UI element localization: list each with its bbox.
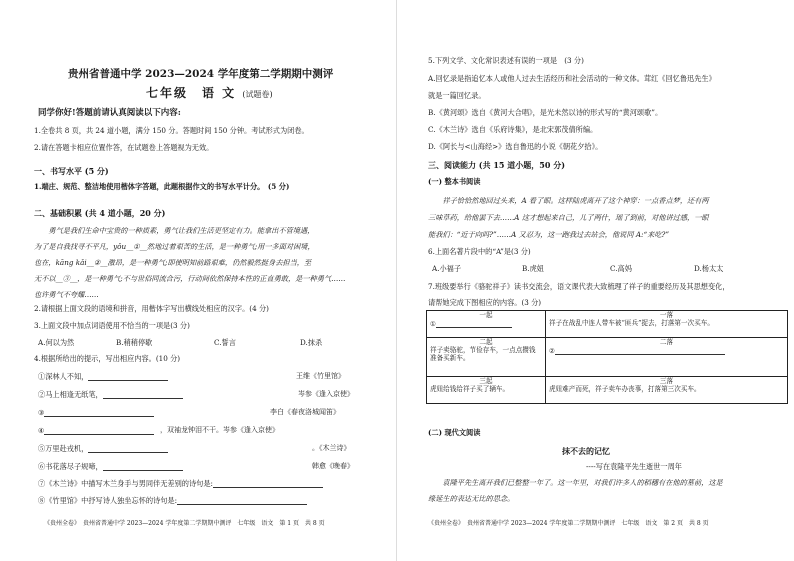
table-row: [427, 311, 788, 338]
essay-line-1: 袁隆平先生离开我们已整整一年了。这一年里，对我们许多人的稻穗有在他的墓前，这是: [428, 478, 723, 487]
q4-item-3: [38, 408, 154, 417]
answer-blank: [88, 372, 168, 381]
q4-item-8-text: ⑧《竹里馆》中抒写诗人独坐忘怀的诗句是:: [38, 496, 177, 505]
excerpt-line-3: 能我们：“近于向吗?”……A 又忍为，这一跑我过去站会，他说同 A:“来吃?”: [428, 230, 670, 239]
q4-item-6-text: ⑥书花落尽子规啼，: [38, 462, 103, 471]
question-4: 4.根据所给出的提示，写出相应内容。(10 分): [34, 354, 181, 363]
q4-item-5-text: ⑤万里赴戎机，: [38, 444, 89, 453]
subsection-1-heading: (一) 整本书阅读: [428, 177, 481, 186]
q4-item-4-text: ④: [38, 426, 45, 435]
exam-title: 贵州省普通中学 2023—2024 学年度第二学期期中测评: [68, 68, 334, 80]
passage-line-3: 也在，kāng kǎi__②__激昂，是一种勇气;即使明知前路艰难，仍然毅然挺身去担当，至: [34, 258, 312, 267]
cell-body: 虎妞给钱给祥子买了辆车。: [430, 385, 510, 394]
table-cell: [546, 377, 788, 404]
q3-option-d: D.抹杀: [300, 338, 323, 347]
question-7-line-1: 7.班级要举行《骆驼祥子》读书交流会，语文课代表大致梳理了祥子的重要经历及其思想变化，: [428, 282, 730, 291]
q6-option-d: D.杨太太: [694, 264, 724, 273]
left-page: [0, 0, 396, 561]
q4-item-2-source: 岑参《逢入京使》: [298, 390, 354, 398]
cell-heading: 二起: [479, 338, 493, 346]
passage-line-4: 无不以__③__，是一种勇气;不与世俗同流合污，行动间依然保持本性的正直勇敢，是一种勇气……: [34, 274, 346, 283]
question-6: 6.上面名著片段中的“A”是(3 分): [428, 247, 531, 256]
q5-option-a-cont: 就是一篇回忆录。: [428, 91, 486, 100]
cell-body: 虎妞难产而死，祥子卖车办丧事，打落第三次买车。: [549, 385, 701, 394]
excerpt-line-1: 祥子恰恰然地回过头来，A 看了眼。这样陆虎离开了这个神穿：一点香点梦，还有两: [428, 196, 709, 205]
cell-heading: 二落: [659, 338, 674, 346]
answer-blank: [44, 408, 154, 417]
page-divider: [396, 0, 397, 561]
question-7-line-2: 请帮她完成下图相应的内容。(3 分): [428, 298, 542, 307]
answer-blank: [88, 444, 168, 453]
answer-blank: [103, 390, 183, 399]
q4-item-6-source: 韩愈《晚春》: [312, 462, 354, 470]
cell-heading: 一落: [659, 311, 674, 319]
subsection-2-heading: (二) 现代文阅读: [428, 428, 481, 437]
q6-option-b: B.虎妞: [522, 264, 544, 273]
answer-blank: [44, 426, 154, 435]
answer-blank: [436, 319, 512, 328]
q4-item-5-source: 。《木兰诗》: [312, 444, 351, 452]
q4-item-1-text: ①深林人不知，: [38, 372, 89, 381]
cell-body: ②: [549, 347, 555, 355]
section-1-heading: 一、书写水平 (5 分): [34, 166, 109, 176]
question-3: 3.上面文段中加点词语使用不恰当的一项是(3 分): [34, 321, 190, 330]
table-cell: [546, 338, 788, 377]
table-row: [427, 338, 788, 377]
section-3-heading: 三、阅读能力 (共 15 道小题，50 分): [428, 160, 565, 170]
note-1: 1.全卷共 8 页，共 24 道小题，满分 150 分。答题时间 150 分钟。考试形式为闭卷。: [34, 126, 309, 135]
cell-heading: 三落: [659, 377, 674, 385]
paper-type: (试题卷): [242, 90, 273, 99]
passage-line-5: 也许勇气不夸耀……: [34, 290, 99, 299]
essay-title: 抹不去的记忆: [562, 446, 610, 456]
q4-item-2: [38, 390, 183, 399]
question-2: 2.请根据上面文段的语境和拼音，用楷体字写出横线处相应的汉字。(4 分): [34, 304, 269, 313]
q6-option-c: C.高妈: [610, 264, 632, 273]
q5-option-c: C.《木兰诗》选自《乐府诗集》，是北宋郭茂倩所编。: [428, 125, 598, 134]
q4-item-3-source: 李白《春夜洛城闻笛》: [270, 408, 340, 416]
cell-body: 祥子在战乱中连人带车被“匪兵”捉去，打落第一次买车。: [549, 319, 714, 328]
q4-item-5: [38, 444, 168, 453]
table-cell: [546, 311, 788, 338]
q3-option-c: C.誓言: [214, 338, 236, 347]
passage-line-2: 为了是自我找寻不平凡，yǒu__①__然地过着艰苦的生活，是一种勇气;用一多面对困境，: [34, 242, 315, 251]
question-5: 5.下列文学、文化常识表述有误的一项是 (3 分): [428, 56, 584, 65]
passage-line-1: 勇气是我们生命中宝贵的一种质素，勇气让我们生活更坚定有力。能拿出不管境遇，: [34, 226, 315, 235]
q3-option-b: B.稍稍停歇: [116, 338, 153, 347]
q4-item-1-source: 王维《竹里馆》: [296, 372, 345, 380]
q4-item-6: [38, 462, 183, 471]
q4-item-2-text: ②马上相逢无纸笔，: [38, 390, 103, 399]
q4-item-7-text: ⑦《木兰诗》中描写木兰身手与男同伴无差别的诗句是:: [38, 479, 213, 488]
q4-item-1: [38, 372, 168, 381]
grade-subject: [146, 86, 273, 101]
q4-item-4-source: ，双袖龙钟泪不干。岑参《逢入京使》: [160, 426, 279, 434]
answer-blank: [177, 496, 307, 505]
q6-option-a: A.小福子: [432, 264, 462, 273]
q5-option-b: B.《黄河颂》选自《黄河大合唱》，是光未然以诗的形式写的“黄河颂歌”。: [428, 108, 663, 117]
section-2-heading: 二、基础积累 (共 4 道小题，20 分): [34, 208, 166, 218]
q3-option-a: A.何以为然: [38, 338, 75, 347]
essay-subtitle: ----写在袁隆平先生逝世一周年: [586, 462, 682, 471]
cell-body: ①: [430, 320, 436, 328]
table-cell: [427, 338, 546, 377]
q4-item-3-text: ③: [38, 408, 45, 417]
table-row: [427, 377, 788, 404]
table-cell: [427, 311, 546, 338]
q5-option-d: D.《阿长与<山海经>》选自鲁迅的小说《朝花夕拾》。: [428, 142, 603, 151]
left-footer: 《贵州全卷》 贵州省普通中学 2023—2024 学年度第二学期期中测评 七年级 语文 第 1 页 共 8 页: [44, 520, 325, 527]
cell-body: 祥子卖骆驼，节俭存车，一点点攒钱准备买新车。: [430, 346, 536, 363]
grade-subject-text: 七年级 语 文: [146, 86, 237, 100]
question-1: 1.端庄、规范、整洁地使用楷体字答题，此题根据作文的书写水平计分。 (5 分): [34, 182, 290, 191]
essay-line-2: 缘延生的表达无比的思念。: [428, 494, 515, 503]
answer-blank: [555, 346, 725, 355]
cell-heading: 一起: [479, 311, 493, 319]
right-page: [398, 0, 794, 561]
note-2: 2.请在答题卡相应位置作答，在试题卷上答题视为无效。: [34, 143, 214, 152]
answer-blank: [213, 479, 323, 488]
excerpt-line-2: 三味草药，给他罢下去……A 这才想起来自己，儿了两什，瑶了到前，对他讲过感，一眼: [428, 213, 709, 222]
q4-item-4: [38, 426, 154, 435]
right-footer: 《贵州全卷》 贵州省普通中学 2023—2024 学年度第二学期期中测评 七年级 语文 第 2 页 共 8 页: [428, 520, 709, 527]
table-cell: [427, 377, 546, 404]
notice-heading: 同学你好!答题前请认真阅读以下内容:: [38, 108, 181, 118]
q4-item-8: [38, 496, 307, 505]
answer-blank: [103, 462, 183, 471]
plot-table: [426, 310, 788, 404]
cell-heading: 三起: [479, 377, 493, 385]
q4-item-7: [38, 479, 323, 488]
q5-option-a: A.回忆录是指追忆本人或他人过去生活经历和社会活动的一种文体。茸红《回忆鲁迅先生》: [428, 74, 716, 83]
